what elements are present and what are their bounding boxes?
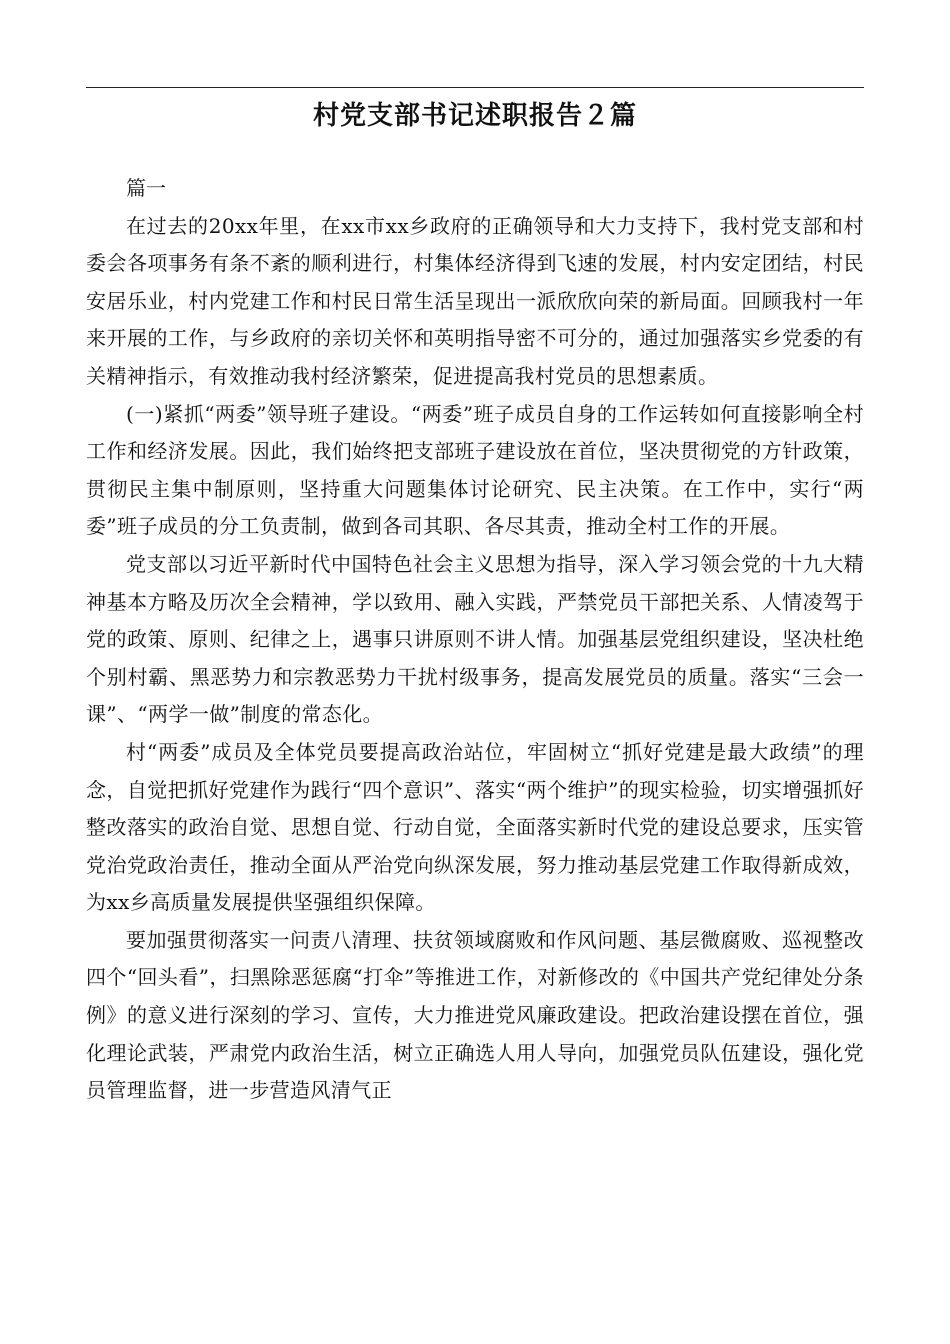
document-title: 村党支部书记述职报告２篇: [312, 101, 637, 131]
paragraph-3: 党支部以习近平新时代中国特色社会主义思想为指导，深入学习领会党的十九大精神基本方略及历次全会精神，学以致用、融入实践，严禁党员干部把关系、人情凌驾于党的政策、原则、纪律之上，遇事只讲原则不讲人情。加强基层党组织建设，坚决杜绝个别村霸、黑恶势力和宗教恶势力干扰村级事务，提高发展党员的质量。落实“三会一课”、“两学一做”制度的常态化。: [86, 551, 864, 727]
header-rule: [86, 87, 864, 88]
paragraph-2: (一)紧抓“两委”领导班子建设。“两委”班子成员自身的工作运转如何直接影响全村工作和经济发展。因此，我们始终把支部班子建设放在首位，坚决贯彻党的方针政策，贯彻民主集中制原则，坚持重大问题集体讨论研究、民主决策。在工作中，实行“两委”班子成员的分工负责制，做到各司其职、各尽其责，推动全村工作的开展。: [86, 401, 864, 539]
paragraph-1: 在过去的20xx年里，在xx市xx乡政府的正确领导和大力支持下，我村党支部和村委会各项事务有条不紊的顺利进行，村集体经济得到飞速的发展，村内安定团结，村民安居乐业，村内党建工作和村民日常生活呈现出一派欣欣向荣的新局面。回顾我村一年来开展的工作，与乡政府的亲切关怀和英明指导密不可分的，通过加强落实乡党委的有关精神指示，有效推动我村经济繁荣，促进提高我村党员的思想素质。: [86, 213, 864, 388]
paragraph-5: 要加强贯彻落实一问责八清理、扶贫领域腐败和作风问题、基层微腐败、巡视整改四个“回头看”，扫黑除恶惩腐“打伞”等推进工作，对新修改的《中国共产党纪律处分条例》的意义进行深刻的学习、宣传，大力推进党风廉政建设。把政治建设摆在首位，强化理论武装，严肃党内政治生活，树立正确选人用人导向，加强党员队伍建设，强化党员管理监督，进一步营造风清气正: [86, 927, 864, 1103]
section-label: 篇一: [126, 176, 166, 200]
paragraph-4: 村“两委”成员及全体党员要提高政治站位，牢固树立“抓好党建是最大政绩”的理念，自觉把抓好党建作为践行“四个意识”、落实“两个维护”的现实检验，切实增强抓好整改落实的政治自觉、思想自觉、行动自觉，全面落实新时代党的建设总要求，压实管党治党政治责任，推动全面从严治党向纵深发展，努力推动基层党建工作取得新成效，为xx乡高质量发展提供坚强组织保障。: [86, 739, 864, 915]
document-body: [86, 170, 864, 1110]
